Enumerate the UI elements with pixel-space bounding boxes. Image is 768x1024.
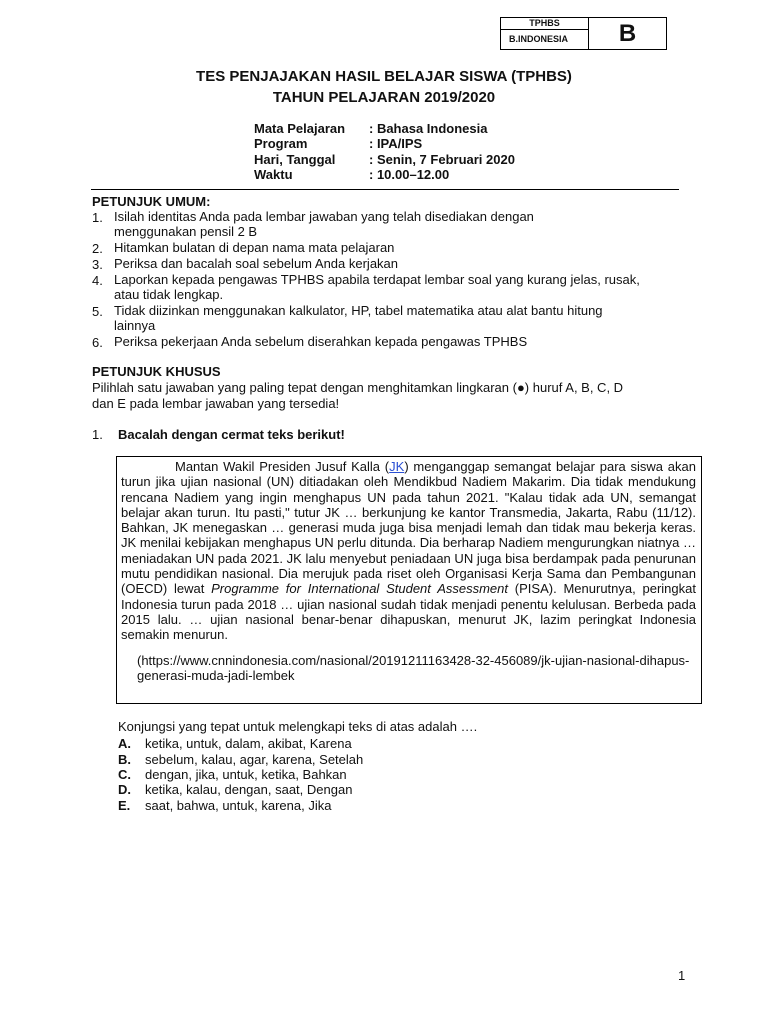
subject-name: B.INDONESIA <box>501 30 589 49</box>
list-item-text: Isilah identitas Anda pada lembar jawaban yang telah disediakan dengan <box>114 209 534 224</box>
answer-option <box>118 736 352 752</box>
passage-text <box>121 459 696 643</box>
divider <box>91 189 679 190</box>
meta-row <box>254 136 422 151</box>
passage-italic: Programme for International Student Assessment <box>211 581 509 597</box>
meta-key: Program <box>254 136 308 151</box>
passage-text-part: ) menganggap semangat belajar para siswa akan turun jika ujian nasional (UN) ditiadakan oleh Mendikbud Nadiem Makarim. Dia tidak mendukung rencana Nadiem yang ingin menghapus UN pada tahun 2021. "Kalau tidak ada UN, semangat belajar akan turun. Itu pasti," tutur JK … berkunjung ke kantor Transmedia, Jakarta, Rabu (11/12). Bahkan, JK menegaskan … generasi muda juga bisa menjadi lemah dan tidak mau bekerja keras. JK menilai kebijakan menghapus UN perlu ditunda. Dia berharap Nadiem mengurungkan niatnya … meniadakan UN pada 2021. JK lalu menyebut peniadaan UN juga bisa berdampak pada penurunan mutu pendidikan nasional. Dia merujuk pada riset oleh Organisasi Kerja Sama dan Pembangunan (OECD) lewat <box>121 459 696 597</box>
subject-code: TPHBS <box>501 18 589 30</box>
meta-key: Hari, Tanggal <box>254 152 336 167</box>
page-subtitle: TAHUN PELAJARAN 2019/2020 <box>272 89 496 106</box>
list-item-continuation: atau tidak lengkap. <box>114 287 224 302</box>
general-instructions-heading: PETUNJUK UMUM: <box>92 194 211 209</box>
reading-passage-box <box>116 456 702 704</box>
list-number: 1. <box>92 210 103 225</box>
meta-row <box>254 152 515 167</box>
question-number: 1. <box>92 427 103 442</box>
list-number: 2. <box>92 241 103 256</box>
option-letter: C. <box>118 767 131 782</box>
option-text: ketika, untuk, dalam, akibat, Karena <box>145 736 352 751</box>
list-item: Tidak diizinkan menggunakan kalkulator, HP, tabel matematika atau alat bantu hitung <box>114 303 603 318</box>
meta-value: : Senin, 7 Februari 2020 <box>369 152 515 167</box>
jk-link[interactable]: JK <box>389 459 405 474</box>
option-text: sebelum, kalau, agar, karena, Setelah <box>145 752 364 767</box>
list-item-continuation: menggunakan pensil 2 B <box>114 224 258 239</box>
list-number: 5. <box>92 304 103 319</box>
option-text: saat, bahwa, untuk, karena, Jika <box>145 798 332 813</box>
option-text: dengan, jika, untuk, ketika, Bahkan <box>145 767 347 782</box>
question-instruction: Bacalah dengan cermat teks berikut! <box>118 427 345 442</box>
answer-option <box>118 767 347 783</box>
list-number: 4. <box>92 273 103 288</box>
exam-variant: B <box>618 20 637 47</box>
option-text: ketika, kalau, dengan, saat, Dengan <box>145 782 353 797</box>
meta-value: : IPA/IPS <box>369 136 423 151</box>
option-letter: D. <box>118 782 131 797</box>
subject-code-box <box>500 17 667 50</box>
list-number: 3. <box>92 257 103 272</box>
list-item: Periksa dan bacalah soal sebelum Anda kerjakan <box>114 256 399 271</box>
page-title: TES PENJAJAKAN HASIL BELAJAR SISWA (TPHBS) <box>196 68 572 85</box>
list-item <box>114 210 684 223</box>
meta-key: Mata Pelajaran <box>254 121 346 136</box>
passage-text-part: Mantan Wakil Presiden Jusuf Kalla ( <box>175 459 390 474</box>
list-item-continuation: lainnya <box>114 318 156 333</box>
option-letter: E. <box>118 798 131 813</box>
answer-option <box>118 752 363 768</box>
passage-source: (https://www.cnnindonesia.com/nasional/20191211163428-32-456089/jk-ujian-nasional-dihapus-generasi-muda-jadi-lembek <box>137 652 690 683</box>
answer-option <box>118 798 331 814</box>
page-number: 1 <box>678 968 686 983</box>
option-letter: B. <box>118 752 131 767</box>
specific-instructions-line: Pilihlah satu jawaban yang paling tepat dengan menghitamkan lingkaran (●) huruf A, B, C, D <box>92 380 624 395</box>
list-number: 6. <box>92 335 103 350</box>
list-item: Hitamkan bulatan di depan nama mata pelajaran <box>114 240 395 255</box>
meta-value: : Bahasa Indonesia <box>369 121 488 136</box>
list-item: Periksa pekerjaan Anda sebelum diserahkan kepada pengawas TPHBS <box>114 334 528 349</box>
question-stem: Konjungsi yang tepat untuk melengkapi teks di atas adalah …. <box>118 719 478 734</box>
passage-text-part: (PISA). Menurutnya, peringkat Indonesia turun pada 2018 … ujian nasional sudah tidak menjadi penentu kelulusan. Berbeda pada 2015 lalu. … ujian nasional benar-benar dihapuskan, menurut JK, lazim peringkat Indonesia semakin menurun. <box>121 581 696 643</box>
list-item: Laporkan kepada pengawas TPHBS apabila terdapat lembar soal yang kurang jelas, rusak, <box>114 272 640 287</box>
meta-row <box>254 121 487 136</box>
specific-instructions-heading: PETUNJUK KHUSUS <box>92 364 221 379</box>
answer-option <box>118 782 352 798</box>
meta-value: : 10.00–12.00 <box>369 167 450 182</box>
specific-instructions-line: dan E pada lembar jawaban yang tersedia! <box>92 396 340 411</box>
meta-key: Waktu <box>254 167 293 182</box>
option-letter: A. <box>118 736 131 751</box>
meta-row <box>254 167 449 182</box>
